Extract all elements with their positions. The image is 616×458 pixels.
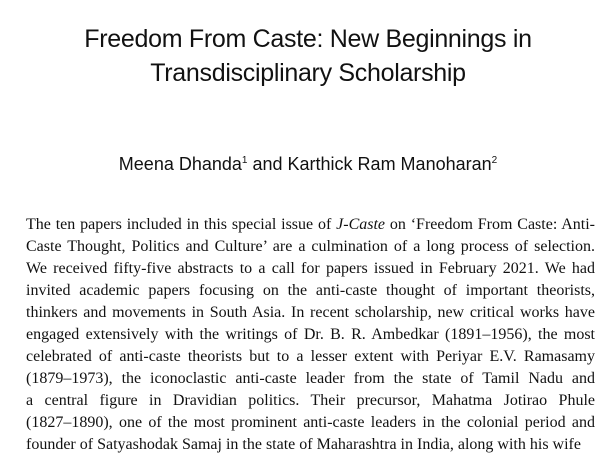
body-line: (1827–1890), one of the most prominent anti-caste leaders in the colonial period and bbox=[26, 414, 595, 431]
author-name-1: Meena Dhanda bbox=[118, 154, 242, 174]
body-line: We received fifty-five abstracts to a call for papers issued in February 2021. We had bbox=[26, 260, 595, 277]
paper-title-line-1: Freedom From Caste: New Beginnings in bbox=[84, 25, 532, 53]
author-conjunction: and bbox=[252, 154, 283, 174]
body-line-1-start: The ten papers included in this special issue of bbox=[26, 216, 337, 233]
body-line: thinkers and movements in South Asia. In recent scholarship, new critical works have bbox=[26, 304, 595, 321]
author-footnote-marker-1[interactable]: 1 bbox=[241, 155, 248, 166]
author-name-2: Karthick Ram Manoharan bbox=[287, 154, 492, 174]
author-footnote-marker-2[interactable]: 2 bbox=[491, 155, 498, 166]
body-line: (1879–1973), the iconoclastic anti-caste leader from the state of Tamil Nadu and bbox=[26, 370, 595, 387]
paper-title-line-2: Transdisciplinary Scholarship bbox=[150, 59, 466, 87]
body-line: Caste Thought, Politics and Culture’ are a culmination of a long process of selection. bbox=[26, 238, 595, 255]
paper-title bbox=[0, 22, 616, 90]
body-line-1-end: on ‘Freedom From Caste: Anti- bbox=[385, 216, 595, 233]
body-line: a central figure in Dravidian politics. Their precursor, Mahatma Jotirao Phule bbox=[26, 392, 595, 409]
body-line: engaged extensively with the writings of Dr. B. R. Ambedkar (1891–1956), the most bbox=[26, 326, 595, 343]
body-line bbox=[26, 214, 595, 236]
body-line: founder of Satyashodak Samaj in the state of Maharashtra in India, along with his wife bbox=[26, 436, 581, 453]
journal-name: J-Caste bbox=[336, 216, 386, 233]
author-list bbox=[0, 152, 616, 176]
body-paragraph bbox=[26, 214, 595, 456]
body-line: invited academic papers focusing on the anti-caste thought of important theorists, bbox=[26, 282, 595, 299]
body-line: celebrated of anti-caste theorists but to a lesser extent with Periyar E.V. Ramasamy bbox=[26, 348, 595, 365]
